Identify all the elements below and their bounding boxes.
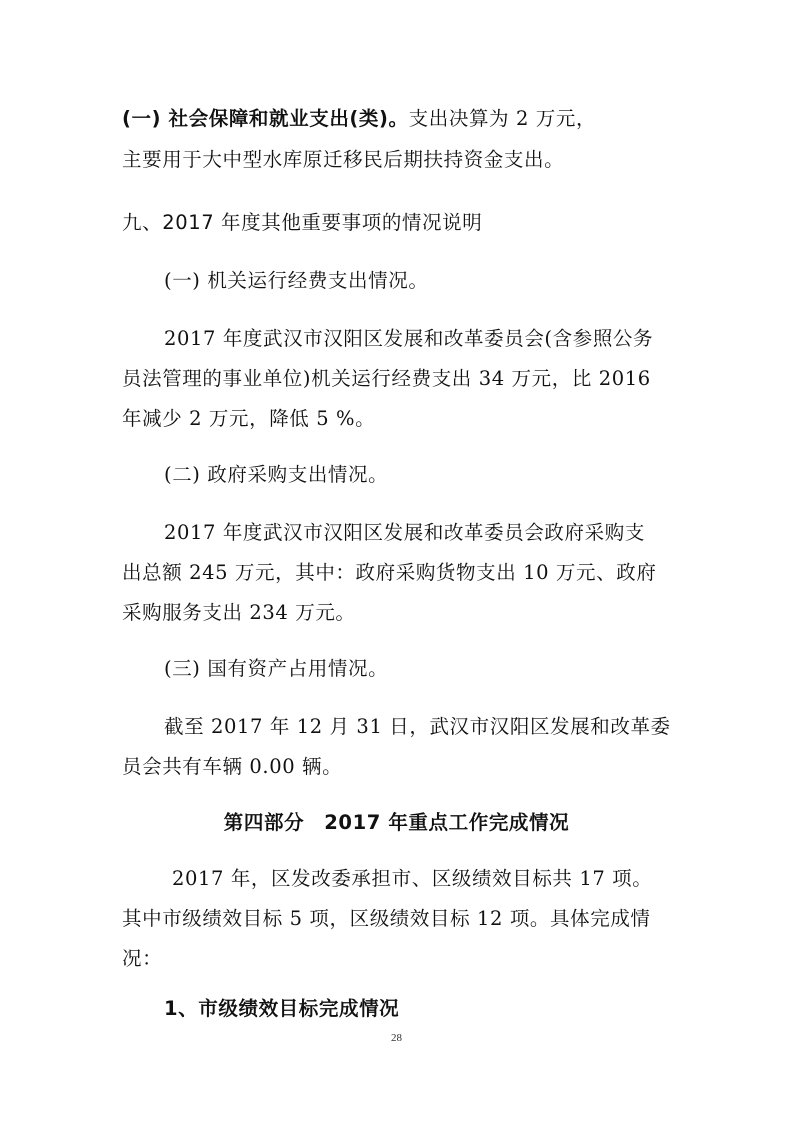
sub3-title: (三) 国有资产占用情况。 [164,657,389,680]
social-security-paragraph [122,106,723,132]
social-security-text-line2: 主要用于大中型水库原迁移民后期扶持资金支出。 [122,148,565,171]
part4-line1: 2017 年，区发改委承担市、区级绩效目标共 17 项。 [172,867,653,890]
sub3-line1: 截至 2017 年 12 月 31 日，武汉市汉阳区发展和改革委 [164,715,671,738]
part4-title: 第四部分 2017 年重点工作完成情况 [223,811,570,834]
social-security-heading: (一) 社会保障和就业支出(类)。 [122,107,409,130]
sub2-line3: 采购服务支出 234 万元。 [122,601,356,624]
sub1-line2: 员法管理的事业单位)机关运行经费支出 34 万元，比 2016 [122,367,651,390]
sub3-line2: 员会共有车辆 0.00 辆。 [122,755,343,778]
social-security-text-line1: 支出决算为 2 万元， [408,107,597,130]
section-9-title: 九、2017 年度其他重要事项的情况说明 [122,211,483,234]
sub2-line1: 2017 年度武汉市汉阳区发展和改革委员会政府采购支 [164,521,645,544]
part4-line2: 其中市级绩效目标 5 项，区级绩效目标 12 项。具体完成情 [122,907,651,930]
sub2-title: (二) 政府采购支出情况。 [164,463,389,486]
sub1-line3: 年减少 2 万元，降低 5 %。 [122,407,376,430]
part4-line3: 况： [122,947,163,970]
page-number: 28 [391,1032,402,1044]
sub1-line1: 2017 年度武汉市汉阳区发展和改革委员会(含参照公务 [164,327,654,350]
sub2-line2: 出总额 245 万元，其中：政府采购货物支出 10 万元、政府 [122,561,657,584]
sub1-title: (一) 机关运行经费支出情况。 [164,269,429,292]
part4-sub1-title: 1、市级绩效目标完成情况 [164,997,400,1020]
